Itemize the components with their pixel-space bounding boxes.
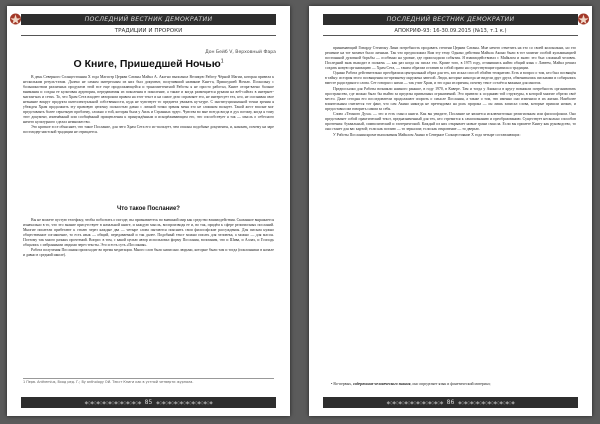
section-title: ТРАДИЦИИ И ПРОРОКИ bbox=[21, 28, 276, 34]
bullet-list bbox=[331, 382, 576, 387]
footer-ornament-left-icon: ◆◇◆◇◆◇◆◇◆◇◆◇◆◇◆◇◆◇◆ bbox=[84, 401, 143, 406]
paragraph: Слово «Темного Духа» — это и есть смысл книги. Как вы увидите, Послание не является исключительно религиозным или философским. Оно представляет собой практический текст, предназначенный для тех, кто стремится к самопознанию и преобразованию. Существует несколько способов прочтения: буквальный, символический и эзотерический. Каждый из них открывает новые грани смысла. Если вы примете Книгу как руководство, то она станет для вас картой; если как поэзию — то зеркалом; если как откровение — то дверью. bbox=[325, 112, 576, 132]
title-footnote-mark: 1 bbox=[220, 58, 224, 65]
body-text bbox=[325, 46, 576, 138]
issue-line: АПОКРИФ-93: 16-30.09.2015 (№13, т.1 к.) bbox=[323, 28, 578, 34]
list-item-emphasis: содержание человеческого знания bbox=[353, 382, 411, 386]
pentagram-logo-icon bbox=[577, 12, 590, 26]
paragraph: Вы не можете пустую телефону, чтобы поболтать о погоде; вы признаваетесь во внешний мир как средство взаимодействия. Сказанное выражается изначально в то, что это знание присутствует в начальной книге, и каждую мысль, воспроизводя ее и, во так, придём к сфере религиозных посланий. Многие писатели прибегают к стилю через каждые два — четыре слова пытаются пояснить свои философские рассуждения. Для письма нужно общественное соглашение, то есть язык — общий, передаваемый и так далее. Подобный текст можно писать для человека, а можно — для массы. Поэтому так много разных прочтений. Вопрос в том, с какой целью автор использовал форму Послания, вспомним, что и Шива, и Аллах, и Господь общались с избранными людьми через тексты. Это и есть суть «Послания». bbox=[23, 218, 274, 247]
subheading: Что такое Послание? bbox=[117, 206, 180, 212]
paragraph: Работа получения Послания происходит во время медитации. Много слов было написано людьми, которые были там и тогда (поклонники в начале и давно в средний школе). bbox=[23, 248, 274, 258]
byline: Дон Бейб V, Верховный Фара bbox=[205, 50, 276, 55]
paragraph: У Работы Послания кроме выполнения Майклом Акино в Северное Солнцестояние X года четыре составляющих: bbox=[333, 132, 521, 137]
paragraph: Однако Работа действительно преобразила центральный образ для тех, кто искал способ обойти теократию. Есть и вопрос о том, кто был посвящён в тайну: история этого посвящения по-прежнему окружена завесой. Люди, которые никогда не видели друг друга, обменивались письмами и собирались вместе ради единого слова. Сет говорил с ними — так учит Храм, и это одна из причин, почему текст остаётся важным для многих. bbox=[325, 71, 576, 86]
article-title bbox=[21, 58, 276, 70]
running-header: ПОСЛЕДНИЙ ВЕСТНИК ДЕМОКРАТИИ bbox=[21, 14, 276, 25]
list-item-rest: , оно определяет язык и фонетический материал; bbox=[410, 382, 491, 386]
right-page bbox=[309, 6, 592, 416]
page-number: 85 bbox=[144, 399, 153, 406]
left-page bbox=[7, 6, 290, 416]
paragraph: Предпосылки для Работы возникли намного раньше, в году 1970, в Кавере. Там и тогда у Акиноса в кругу возникли потребность организовать пространство, где можно было бы выйти за пределы привычных ограничений. Это привело к созданию той структуры, в которой многие обрели своё место. Даже сегодня его последователи продолжают спорить о смысле Послания, а также о том, что именно оно изменило в их жизни. Наиболее влиятельным считается тот факт, что сам Акино никогда не претендовал на роль пророка — он лишь записал слова, которые пришли ночью, и предоставил им говорить самим за себя. bbox=[325, 86, 576, 111]
footer-ornament-right-icon: ◆◇◆◇◆◇◆◇◆◇◆◇◆◇◆◇◆◇◆ bbox=[154, 401, 213, 406]
footnote: 1 Перв. Anthemius, Вход ред. Г.; By anthology ОИ. Текст Книги как в устной четверти журнала. bbox=[23, 378, 274, 384]
page-footer bbox=[323, 397, 578, 408]
body-text bbox=[23, 218, 274, 258]
footer-ornament-right-icon: ◆◇◆◇◆◇◆◇◆◇◆◇◆◇◆◇◆◇◆ bbox=[456, 401, 515, 406]
footer-ornament-left-icon: ◆◇◆◇◆◇◆◇◆◇◆◇◆◇◆◇◆◇◆ bbox=[386, 401, 445, 406]
intro-text bbox=[23, 75, 274, 135]
list-item bbox=[331, 382, 576, 387]
page-footer bbox=[21, 397, 276, 408]
running-header: ПОСЛЕДНИЙ ВЕСТНИК ДЕМОКРАТИИ bbox=[323, 14, 578, 25]
paragraph: Это краткое эссе объясняет, что такое Послание, для чего Храм Сета его ис-пользует, чем опасны подобные документы, и, наконец, почему на заре постмодер-нистской традиции не отрицается. bbox=[23, 125, 274, 135]
page-number: 86 bbox=[446, 399, 455, 406]
paragraph: В день Северного Солнцестояния X года Магистр Церкви Сатаны Майкл А. Аки-но выполнил Великую Работу Чёрной Магии, которая привела к нескольким резуль-татам. Далеко не самым интересным из них был документ, получивший название Кни-га, Пришедшей Ночью. Поскольку с большинством различных продуктов этой все еще продолжающейся и трансмиттентной Работы я не просто работал, Книге отпра-влено больше внимания и создан ее культовая аудитория, передаваемая из поколения в поколение, а также и когда размещается руками на веб-сайтах в интернет-магази-нах и сетях. То, что Храм Сета владеет авторским правом на этот текст и на самое дело справляет его, не интересует тех, кто, не осознавая свое незнание вокруг продукта интеллектуальной собственности, куда не чувствует то предмета уважать ку-ьтуре. С институциональной точки зрения я убежден Храм продолжить эту правовую цепочку полностью давно с личной точки зрения меня это не слишком волнует. Такой жест вполне мог представлять более серьезную проблему, сложно о той, которая была у Аиль и Странных чудес. Чувства во мне всегда вогда в дух потому, когда я тому этот документ, изменённый или сообщённый прищепления к принуждённым и искорёживающим его, что способствует я так — мысль о себесного ничего культурного сделал немножество. bbox=[23, 75, 274, 124]
article-title-text: О Книге, Пришедшей Ночью bbox=[73, 58, 221, 70]
list-item-lead: Во-первых, bbox=[333, 382, 354, 386]
paragraph: принимающий Говарду Стентону Лини потребность продавать степени Церкви Сатаны. Мне нечего отметить на это со своей колокольни, но это решение на тот момент было личным. Так что предположил Вам эту тему. Однако действия Майкла Акино были в тот момент особой кульминацией постоянной духовной борьбы — особенно на уровне, где происходили события. Я взаимодействовал с Майклом и знаю: это был сложный человек. Последний знак выходит в полночь — как раз когда он писал это. Кроме того, в 1975 году, отчаявшись найти общий язык с Лавеем, Майкл решил создать новую организацию — Храм Сета, — таким образом оставив за собой право на существующие правила и традиции. bbox=[325, 46, 576, 70]
